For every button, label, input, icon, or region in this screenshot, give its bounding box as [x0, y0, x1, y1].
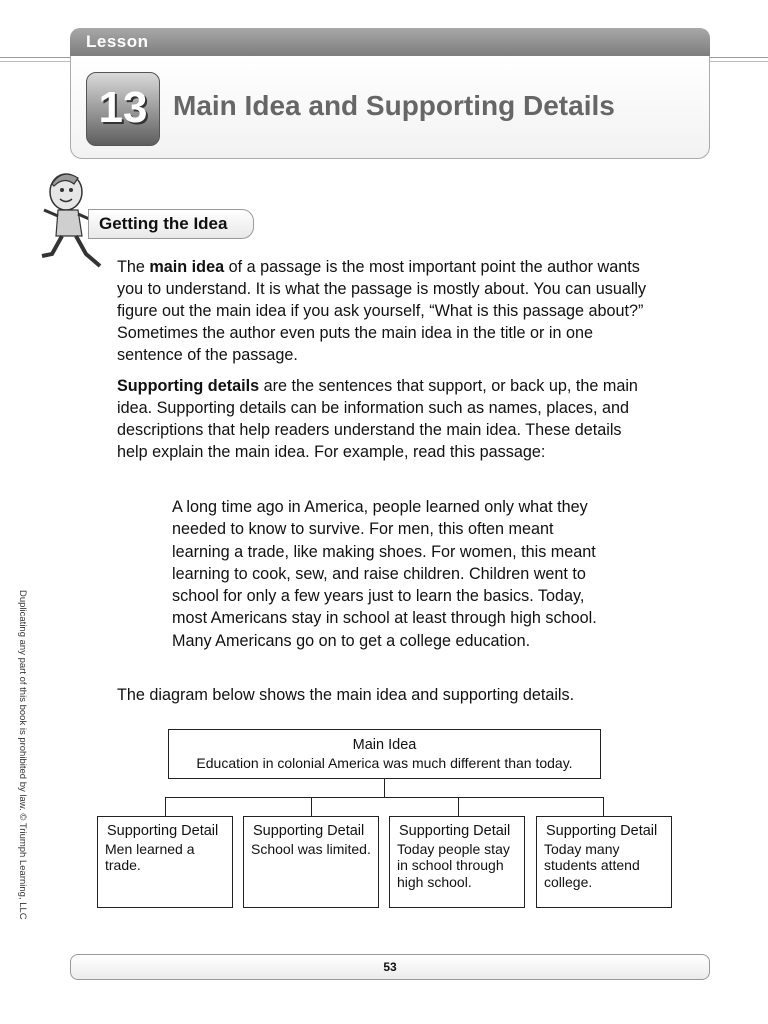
supporting-detail-title: Supporting Detail — [253, 823, 365, 839]
connector-drop-2 — [311, 797, 312, 816]
paragraph-main-idea — [117, 256, 647, 366]
term-main-idea: main idea — [149, 258, 225, 276]
copyright-text: Duplicating any part of this book is prohibited by law. © Triumph Learning, LLC — [17, 590, 28, 920]
connector-drop-1 — [165, 797, 166, 816]
connector-horizontal — [165, 797, 604, 798]
getting-the-idea-heading: Getting the Idea — [99, 214, 228, 233]
paragraph-supporting-details — [117, 375, 647, 463]
supporting-detail-text: Today people stay in school through high school. — [397, 840, 510, 890]
title-box — [70, 56, 710, 159]
lesson-bar — [70, 28, 710, 56]
p1-rest: of a passage is the most important point the author wants you to understand. It is what the passage is mostly about. You can usually figure out the main idea if you ask yourself, “What is this passage about?” Sometimes the author even puts the main idea in the title or in one sentence of the passage. — [117, 258, 647, 364]
supporting-detail-box-3 — [389, 816, 525, 908]
copyright-side-note — [18, 590, 38, 950]
connector-drop-4 — [603, 797, 604, 816]
main-idea-box — [168, 729, 601, 779]
connector-drop-3 — [458, 797, 459, 816]
supporting-detail-box-2 — [243, 816, 379, 908]
supporting-detail-text: Men learned a trade. — [105, 840, 195, 873]
supporting-detail-box-1 — [97, 816, 233, 908]
supporting-detail-title: Supporting Detail — [546, 823, 658, 839]
lesson-number: 13 — [98, 83, 148, 132]
p1-start: The — [117, 258, 150, 276]
main-idea-text: Education in colonial America was much different than today. — [196, 755, 573, 771]
supporting-detail-text: School was limited. — [251, 840, 371, 857]
page-footer — [70, 954, 710, 980]
supporting-detail-box-4 — [536, 816, 672, 908]
lesson-label: Lesson — [86, 32, 149, 51]
lesson-number-badge — [86, 72, 160, 146]
paragraph-diagram-intro: The diagram below shows the main idea and supporting details. — [117, 686, 575, 704]
supporting-detail-title: Supporting Detail — [399, 823, 511, 839]
page-number: 53 — [383, 960, 397, 974]
supporting-detail-title: Supporting Detail — [107, 823, 219, 839]
page-title: Main Idea and Supporting Details — [173, 90, 615, 121]
term-supporting-details: Supporting details — [117, 377, 260, 395]
main-idea-title: Main Idea — [352, 737, 417, 753]
example-passage: A long time ago in America, people learned only what they needed to know to survive. For men, this often meant learning a trade, like making shoes. For women, this meant learning to cook, sew, and raise children. Children went to school for only a few years just to learn the basics. Today, most Americans stay in school at least through high school. Many Americans go on to get a college education. — [172, 498, 597, 650]
supporting-detail-text: Today many students attend college. — [544, 840, 640, 890]
connector-vertical-main — [384, 778, 385, 798]
p2-rest: are the sentences that support, or back up, the main idea. Supporting details can be information such as names, places, and descriptions that help readers understand the main idea. These details help explain the main idea. For example, read this passage: — [117, 377, 638, 461]
getting-the-idea-tab — [88, 209, 254, 239]
